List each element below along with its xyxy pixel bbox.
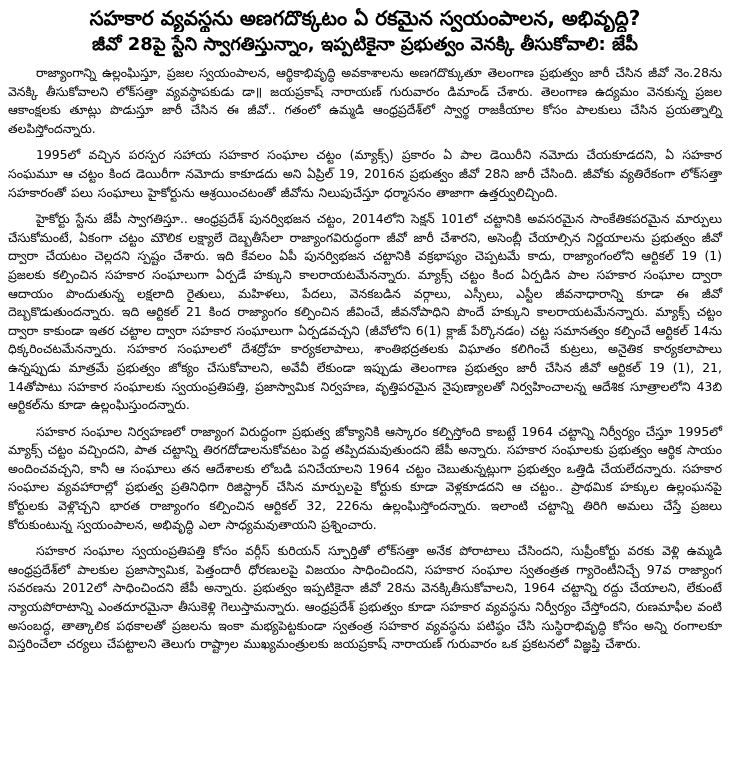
- article-paragraph-2: 1995లో వచ్చిన పరస్పర సహాయ సహకార సంఘాల చట్టం (మ్యాక్స్) ప్రకారం ఏ పాల డెయిరీని నమోదు చేయకూడదని, ఏ సహకార సంఘమూ ఆ చట్టం కింద డెయిరీగా నమోదు కాకూడదు అని ఏప్రిల్ 19, 2016న ప్రభుత్వం జీవో 28ని జారీ చేసింది. జీవోకు వ్యతిరేకంగా లోక్‌సత్తా సహకారంతో పలు సంఘాలు హైకోర్టును ఆశ్రయించటంతో జీవోను నిలుపుచేస్తూ ధర్మాసనం తాజాగా ఉత్తర్వులిచ్చింది.: [8, 147, 722, 200]
- article-paragraph-4: సహకార సంఘాల నిర్వహణలో రాజ్యాంగ విరుద్ధంగా ప్రభుత్వ జోక్యానికి ఆస్కారం కల్పిస్తోంది కాబట్టే 1964 చట్టాన్ని నిర్వీర్యం చేస్తూ 1995లో మ్యాక్స్ చట్టం వచ్చిందని, పాత చట్టాన్ని తిరగదోడాలనుకోవటం పెద్ద తప్పిదమవుతుందని జేపీ అన్నారు. సహకార సంఘాలకు ప్రభుత్వం ఆర్థిక సాయం అందించవచ్చని, కానీ ఆ సంఘాలు తన ఆదేశాలకు లోబడి పనిచేయాలని 1964 చట్టం చెబుతున్నట్లుగా ప్రభుత్వం ఒత్తిడి చేయలేదన్నారు. సహకార సంఘాల వ్యవహారాల్లో ప్రభుత్వ ప్రతినిధిగా రిజిస్ట్రార్ చేసిన మార్పులపై కోర్టుకు కూడా వెళ్లకూడదని ఆ చట్టం.. ప్రాథమిక హక్కుల ఉల్లంఘనపై కోర్టులకు వెళ్లొచ్చని భారత రాజ్యాంగం కల్పించిన ఆర్టికల్ 32, 226ను ఉల్లంఘిస్తోందన్నారు. ఇలాంటి చట్టాన్ని తిరిగి అమలు చేస్తే ప్రజలు కోరుకుంటున్న స్వయంపాలన, అభివృద్ధి ఎలా సాధ్యమవుతాయని ప్రశ్నించారు.: [8, 423, 722, 532]
- article-paragraph-5: సహకార సంఘాల స్వయంప్రతిపత్తి కోసం వర్గీస్ కురియన్ స్ఫూర్తితో లోక్‌సత్తా అనేక పోరాటాలు చేసిందని, సుప్రీంకోర్టు వరకు వెళ్లి ఉమ్మడి ఆంధ్రప్రదేశ్‌లో పాలకుల ప్రజాస్వామిక, పెత్తందారీ ధోరణులపై విజయం సాధించిందని, సహకార సంఘాల స్వతంత్రత గ్యారెంటీనిచ్చే 97వ రాజ్యాంగ సవరణను 2012లో సాధించిందని జేపీ అన్నారు. ప్రభుత్వం ఇప్పటికైనా జీవో 28ను వెనక్కితీసుకోవాలని, 1964 చట్టాన్ని రద్దు చేయాలని, లేకుంటే న్యాయపోరాటాన్ని ఎంతదూరమైనా తీసుకెళ్లి గెలుస్తామన్నారు. ఆంధ్రప్రదేశ్ ప్రభుత్వం కూడా సహకార వ్యవస్థను నిర్వీర్యం చేస్తోందని, రుణమాఫీల వంటి అసంబద్ధ, తాత్కాలిక పథకాలతో ప్రజలను ఇంకా మభ్యపెట్టకుండా స్వతంత్ర సహకార వ్యవస్థను పటిష్ఠం చేసి సుస్థిరాభివృద్ధి కోసం అన్ని రంగాలకూ విస్తరించేలా చర్యలు చేపట్టాలని తెలుగు రాష్ట్రాల ముఖ్యమంత్రులకు జయప్రకాష్ నారాయణ్ గురువారం ఒక ప్రకటనలో విజ్ఞప్తి చేశారు.: [8, 543, 722, 652]
- article-paragraph-1: రాజ్యాంగాన్ని ఉల్లంఘిస్తూ, ప్రజల స్వయంపాలన, ఆర్థికాభివృద్ధి అవకాశాలను అణగదొక్కుతూ తెలంగాణ ప్రభుత్వం జారీ చేసిన జీవో నెం.28ను వెనక్కి తీసుకోవాలని లోక్‌సత్తా వ్యవస్థాపకుడు డా॥ జయప్రకాష్ నారాయణ్ గురువారం డిమాండ్ చేశారు. తెలంగాణ ఉద్యమం వెనకున్న ప్రజల ఆకాంక్షలకు తూట్లు పొడుస్తూ జారీ చేసిన ఈ జీవో.. గతంలో ఉమ్మడి ఆంధ్రప్రదేశ్‌లో స్వార్థ రాజకీయాల కోసం పాలకులు చేసిన ప్రయత్నాల్ని తలపిస్తోందన్నారు.: [8, 65, 722, 136]
- article-subheadline: జీవో 28పై స్టేని స్వాగతిస్తున్నాం, ఇప్పటికైనా ప్రభుత్వం వెనక్కి తీసుకోవాలి: జేపీ: [92, 34, 638, 55]
- article-headline: సహకార వ్యవస్థను అణగదొక్కటం ఏ రకమైన స్వయంపాలన, అభివృద్ధి?: [89, 6, 641, 30]
- article-paragraph-3: హైకోర్టు స్టేను జేపీ స్వాగతిస్తూ.. ఆంధ్రప్రదేశ్ పునర్విభజన చట్టం, 2014లోని సెక్షన్ 101లో చట్టానికి అవసరమైన సాంకేతికపరమైన మార్పులు చేసుకోమంటే, ఏకంగా చట్టం మౌలిక లక్ష్యాలే దెబ్బతీసేలా రాజ్యాంగవిరుద్ధంగా జీవో జారీ చేశారని, అసెంబ్లీ చేయాల్సిన నిర్ణయాలను ప్రభుత్వం జీవో ద్వారా చేయటం చెల్లదని స్పష్టం చేశారు. ఇది కేవలం ఏపీ పునర్విభజన చట్టానికి వక్రభాష్యం చెప్పటమే కాదు, రాజ్యాంగంలోని ఆర్టికల్ 19 (1) ప్రజలకు కల్పించిన సహకార సంఘాలుగా ఏర్పడే హక్కుని కాలరాయటమేనన్నారు. మ్యాక్స్ చట్టం కింద ఏర్పడిన పాల సహకార సంఘాల ద్వారా ఆదాయం పొందుతున్న లక్షలాది రైతులు, మహిళలు, పేదలు, వెనకబడిన వర్గాలు, ఎస్సీలు, ఎస్టీల జీవనాధారాన్ని కూడా ఈ జీవో దెబ్బకొడుతుందన్నారు. ఇది ఆర్టికల్ 21 కింద రాజ్యాంగం కల్పించిన జీవించే, జీవనోపాధిని పొందే హక్కుని కాలరాయటమేనన్నారు. మ్యాక్స్ చట్టం ద్వారా కాకుండా ఇతర చట్టాల ద్వారా సహకార సంఘాలుగా ఏర్పడవచ్చని (జీవోలోని 6(1) క్లాజ్ పేర్కొనడం) చట్ట సమానత్వం కల్పించే ఆర్టికల్ 14ను ధిక్కరించటమేనన్నారు. సహకార సంఘాలలో దేశద్రోహ కార్యకలాపాలు, శాంతిభద్రతలకు విఘాతం కలిగించే కుట్రలు, అనైతిక కార్యకలాపాలు ఉన్నప్పుడు మాత్రమే ప్రభుత్వం జోక్యం చేసుకోవాలని, అవేవీ లేకుండా ఇప్పుడు తెలంగాణ ప్రభుత్వం జారీ చేసిన జీవో ఆర్టికల్ 19 (1), 21, 14తోపాటు సహకార సంఘాలకు స్వయంప్రతిపత్తి, ప్రజాస్వామిక నిర్వహణ, వృత్తిపరమైన నైపుణ్యాలతో నిర్వహించాలన్న ఆదేశిక సూత్రాలలోని 43బి ఆర్టికల్‌ను కూడా ఉల్లంఘిస్తుందన్నారు.: [8, 211, 722, 413]
